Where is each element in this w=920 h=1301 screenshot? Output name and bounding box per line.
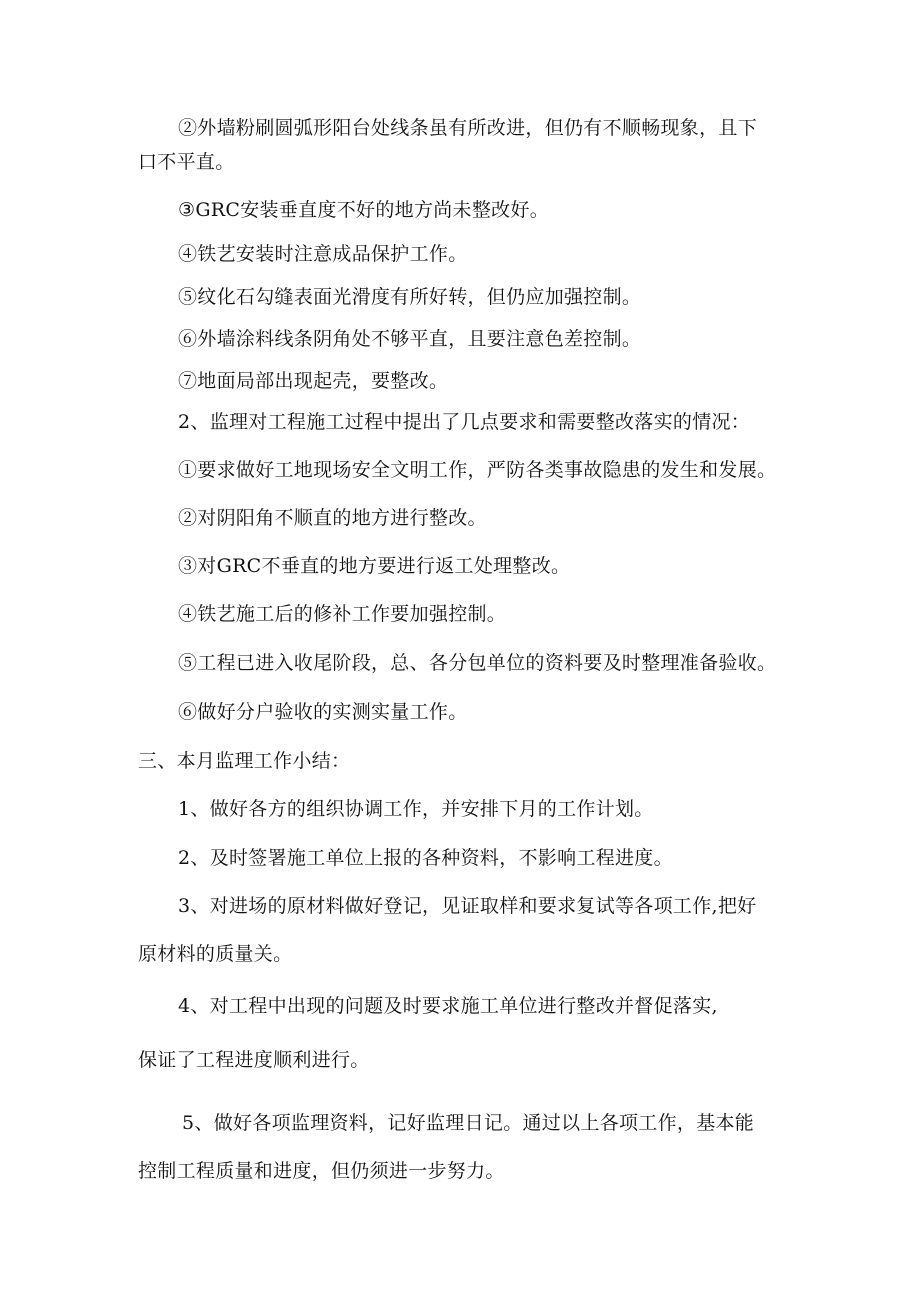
paragraph-line: ⑦地面局部出现起壳，要整改。: [178, 370, 449, 392]
paragraph-line: 原材料的质量关。: [138, 943, 293, 965]
paragraph-line: ④铁艺施工后的修补工作要加强控制。: [178, 603, 507, 625]
paragraph-line: 4、对工程中出现的问题及时要求施工单位进行整改并督促落实,: [178, 995, 718, 1017]
paragraph-line: 5、做好各项监理资料，记好监理日记。通过以上各项工作，基本能: [182, 1112, 755, 1134]
paragraph-line: ②对阴阳角不顺直的地方进行整改。: [178, 507, 487, 529]
paragraph-line: ⑤纹化石勾缝表面光滑度有所好转，但仍应加强控制。: [178, 286, 642, 308]
paragraph-line: 2、监理对工程施工过程中提出了几点要求和需要整改落实的情况：: [178, 411, 751, 433]
paragraph-line: 控制工程质量和进度，但仍须进一步努力。: [138, 1160, 505, 1182]
paragraph-line: ⑥做好分户验收的实测实量工作。: [178, 701, 468, 723]
paragraph-line: 2、及时签署施工单位上报的各种资料，不影响工程进度。: [178, 847, 673, 869]
paragraph-line: ③对GRC不垂直的地方要进行返工处理整改。: [178, 555, 571, 577]
section-heading: 三、本月监理工作小结：: [138, 750, 351, 772]
paragraph-line: ④铁艺安装时注意成品保护工作。: [178, 243, 468, 265]
paragraph-line: ③GRC安装垂直度不好的地方尚未整改好。: [178, 199, 550, 221]
paragraph-line: ①要求做好工地现场安全文明工作，严防各类事故隐患的发生和发展。: [178, 459, 777, 481]
paragraph-line: ②外墙粉刷圆弧形阳台处线条虽有所改进，但仍有不顺畅现象，且下: [178, 117, 758, 139]
paragraph-line: ⑤工程已进入收尾阶段，总、各分包单位的资料要及时整理准备验收。: [178, 652, 777, 674]
paragraph-line: 3、对进场的原材料做好登记，见证取样和要求复试等各项工作,把好: [178, 895, 757, 917]
paragraph-line: 口不平直。: [138, 151, 235, 173]
paragraph-line: 1、做好各方的组织协调工作，并安排下月的工作计划。: [178, 798, 654, 820]
paragraph-line: ⑥外墙涂料线条阴角处不够平直，且要注意色差控制。: [178, 328, 642, 350]
paragraph-line: 保证了工程进度顺利进行。: [138, 1049, 370, 1071]
